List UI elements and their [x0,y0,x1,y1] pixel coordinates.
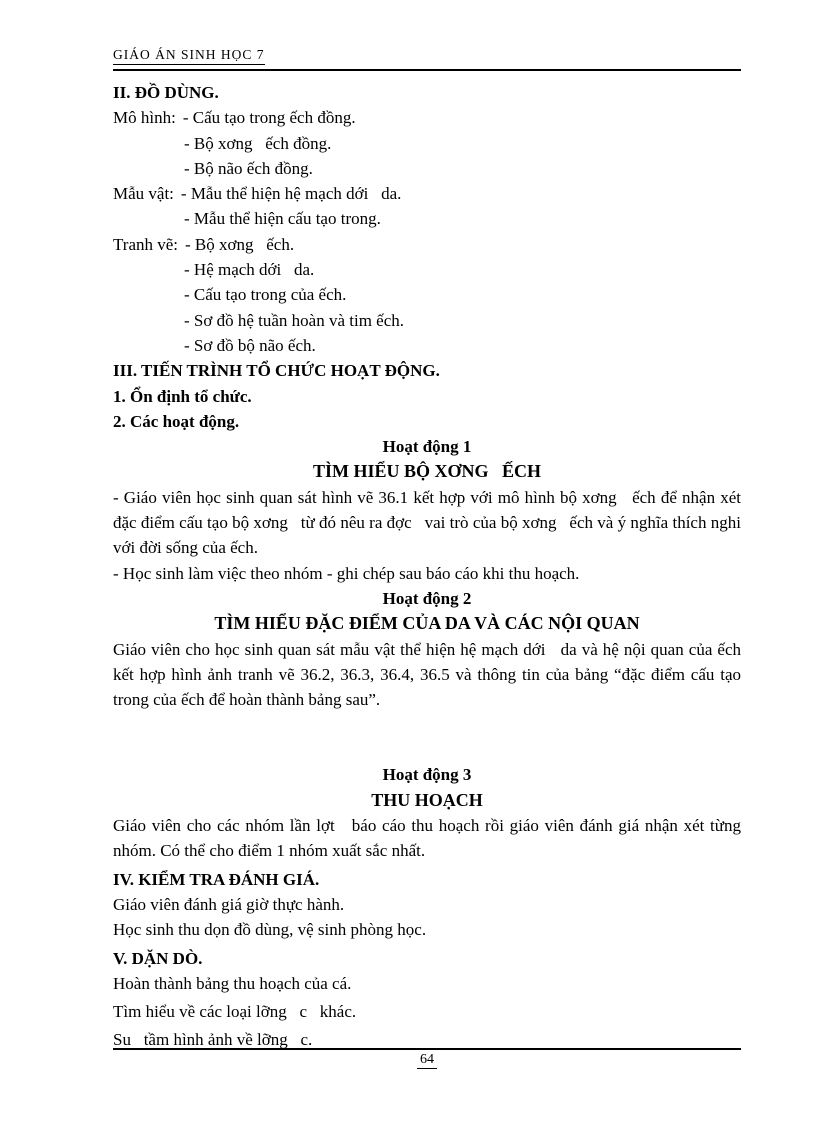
subsection-heading: 2. Các hoạt động. [113,411,240,431]
subsection-heading: 1. Ổn định tổ chức. [113,386,252,406]
paragraph: - Giáo viên học sinh quan sát hình vẽ 36.1 kết hợp với mô hình bộ xơng ếch để nhận xét đặc điểm cấu tạo bộ xơng từ đó nêu ra đợc vai trò của bộ xơng ếch và ý nghĩa thích nghi với đời sống của ếch. [113,487,746,558]
activity-heading: Hoạt động 2 [382,588,472,608]
document-body [113,80,746,1053]
paragraph: Tìm hiểu về các loại lỡng c khác. [113,1002,357,1022]
list-item: - Bộ não ếch đồng. [184,158,313,178]
list-text: - Mẫu thể hiện hệ mạch dới da. [180,184,402,204]
page-number: 64 [417,1052,437,1069]
list-line [113,181,741,206]
list-text: - Cấu tạo trong ếch đồng. [182,108,356,128]
header-rule [113,69,741,71]
list-item: - Bộ xơng ếch đồng. [184,133,332,153]
list-item: - Cấu tạo trong của ếch. [184,285,347,305]
section-heading: IV. KIỂM TRA ĐÁNH GIÁ. [113,869,320,889]
section-heading: II. ĐỒ DÙNG. [113,83,219,102]
list-item: - Sơ đồ hệ tuần hoàn và tim ếch. [184,310,405,330]
list-label: Tranh vẽ: [113,234,179,254]
list-label: Mẫu vật: [113,184,174,204]
activity-heading: Hoạt động 1 [382,437,472,457]
paragraph: Giáo viên đánh giá giờ thực hành. [113,894,345,914]
list-item: - Mẫu thể hiện cấu tạo trong. [184,209,381,229]
paragraph: Hoàn thành bảng thu hoạch của cá. [113,973,352,993]
activity-title: TÌM HIỂU BỘ XƠNG ẾCH [312,461,542,482]
list-item: - Sơ đồ bộ não ếch. [184,335,316,355]
activity-heading: Hoạt động 3 [382,765,472,785]
page-footer [113,1048,741,1069]
list-label: Mô hình: [113,108,176,128]
list-item: - Hệ mạch dới da. [184,260,315,280]
page-header [113,46,741,71]
section-heading: V. DẶN DÒ. [113,948,203,968]
section-heading: III. TIẾN TRÌNH TỔ CHỨC HOẠT ĐỘNG. [113,361,440,381]
list-line [113,232,741,257]
paragraph: - Học sinh làm việc theo nhóm - ghi chép sau báo cáo khi thu hoạch. [113,563,580,583]
paragraph: Giáo viên cho các nhóm lần lợt báo cáo thu hoạch rồi giáo viên đánh giá nhận xét từng nhóm. Có thể cho điểm 1 nhóm xuất sắc nhất. [113,816,746,861]
activity-title: THU HOẠCH [371,789,483,810]
paragraph: Giáo viên cho học sinh quan sát mẫu vật thể hiện hệ mạch dới da và hệ nội quan của ếch kết hợp hình ảnh tranh vẽ 36.2, 36.3, 36.4, 36.5 và thông tin của bảng “đặc điểm cấu tạo trong của ếch để hoàn thành bảng sau”. [113,639,746,710]
activity-title: TÌM HIỂU ĐẶC ĐIỂM CỦA DA VÀ CÁC NỘI QUAN [214,613,640,634]
paragraph: Su tầm hình ảnh về lỡng c. [113,1030,313,1050]
list-text: - Bộ xơng ếch. [185,234,295,254]
header-title: GIÁO ÁN SINH HỌC 7 [113,47,265,65]
list-line [113,105,741,130]
paragraph: Học sinh thu dọn đồ dùng, vệ sinh phòng học. [113,920,427,940]
